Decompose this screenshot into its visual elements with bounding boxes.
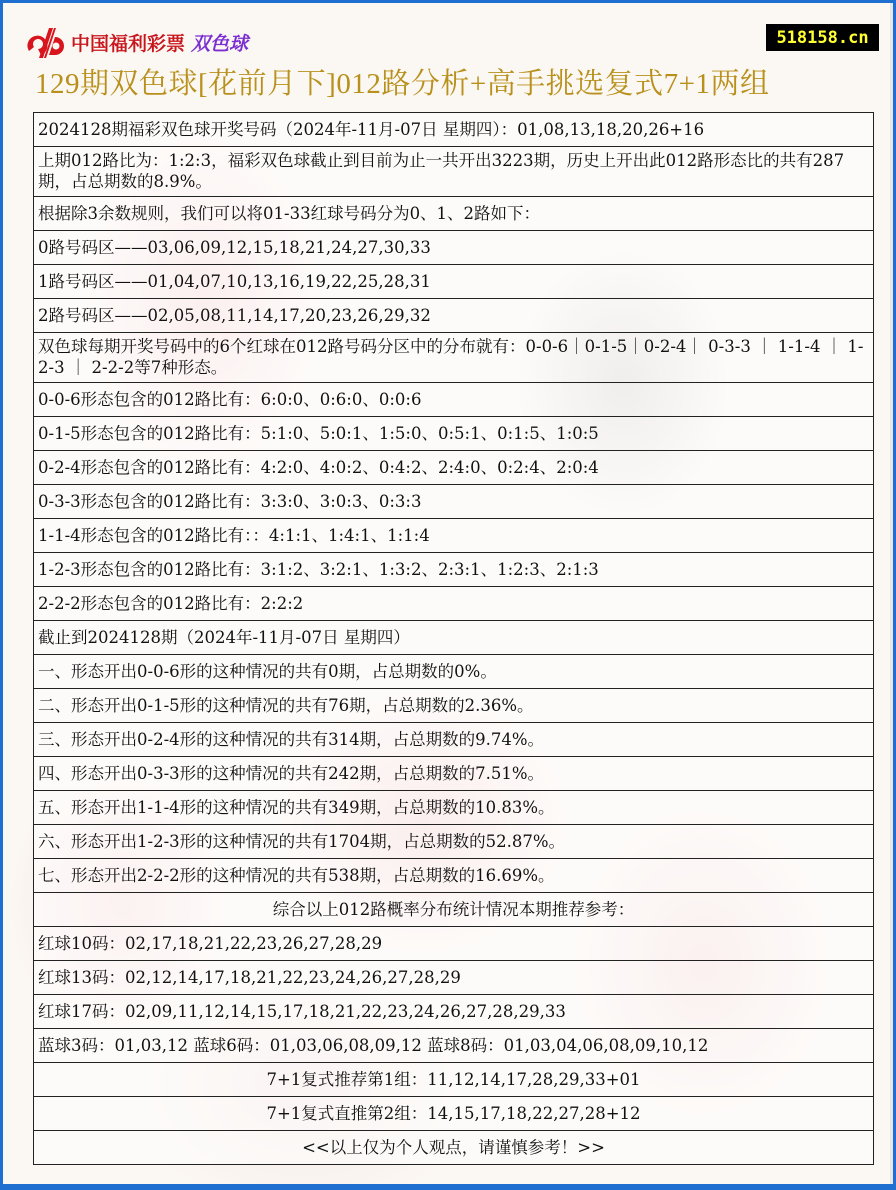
recommend-heading-cell: 综合以上012路概率分布统计情况本期推荐参考： bbox=[34, 893, 874, 927]
zone-0-cell: 0路号码区——03,06,09,12,15,18,21,24,27,30,33 bbox=[34, 231, 874, 265]
pattern-123-cell: 1-2-3形态包含的012路比有：3:1:2、3:2:1、1:3:2、2:3:1、1:2:3、2:1:3 bbox=[34, 553, 874, 587]
table-row bbox=[34, 519, 874, 553]
logo-text-main: 中国福利彩票 bbox=[71, 32, 186, 55]
welfare-lottery-logo-icon bbox=[25, 25, 65, 59]
red-13-cell: 红球13码：02,12,14,17,18,21,22,23,24,26,27,28,29 bbox=[34, 961, 874, 995]
pattern-114-cell: 1-1-4形态包含的012路比有：：4:1:1、1:4:1、1:1:4 bbox=[34, 519, 874, 553]
rule-intro-cell: 根据除3余数规则，我们可以将01-33红球号码分为0、1、2路如下： bbox=[34, 197, 874, 231]
table-row bbox=[34, 791, 874, 825]
stat-006-cell: 一、形态开出0-0-6形的这种情况的共有0期，占总期数的0%。 bbox=[34, 655, 874, 689]
combo-group-2-cell: 7+1复式直推第2组：14,15,17,18,22,27,28+12 bbox=[34, 1097, 874, 1131]
pattern-033-cell: 0-3-3形态包含的012路比有：3:3:0、3:0:3、0:3:3 bbox=[34, 485, 874, 519]
previous-ratio-cell: 上期012路比为：1:2:3，福彩双色球截止到目前为止一共开出3223期，历史上开出此012路形态比的共有287期，占总期数的8.9%。 bbox=[34, 147, 874, 197]
red-17-cell: 红球17码：02,09,11,12,14,15,17,18,21,22,23,24,26,27,28,29,33 bbox=[34, 995, 874, 1029]
table-row bbox=[34, 485, 874, 519]
disclaimer-cell: <<以上仅为个人观点，请谨慎参考！>> bbox=[34, 1131, 874, 1165]
combo-group-1-cell: 7+1复式推荐第1组：11,12,14,17,28,29,33+01 bbox=[34, 1063, 874, 1097]
stat-114-cell: 五、形态开出1-1-4形的这种情况的共有349期，占总期数的10.83%。 bbox=[34, 791, 874, 825]
table-row bbox=[34, 451, 874, 485]
table-row bbox=[34, 655, 874, 689]
lottery-logo bbox=[25, 25, 248, 59]
table-row bbox=[34, 927, 874, 961]
table-row bbox=[34, 757, 874, 791]
table-row bbox=[34, 859, 874, 893]
analysis-table bbox=[33, 112, 874, 1165]
table-row bbox=[34, 299, 874, 333]
red-10-cell: 红球10码：02,17,18,21,22,23,26,27,28,29 bbox=[34, 927, 874, 961]
table-row bbox=[34, 825, 874, 859]
stat-015-cell: 二、形态开出0-1-5形的这种情况的共有76期，占总期数的2.36%。 bbox=[34, 689, 874, 723]
table-row bbox=[34, 197, 874, 231]
table-row bbox=[34, 1131, 874, 1165]
table-row bbox=[34, 113, 874, 147]
stat-222-cell: 七、形态开出2-2-2形的这种情况的共有538期，占总期数的16.69%。 bbox=[34, 859, 874, 893]
stat-123-cell: 六、形态开出1-2-3形的这种情况的共有1704期，占总期数的52.87%。 bbox=[34, 825, 874, 859]
table-row bbox=[34, 1063, 874, 1097]
logo-text-accent: 双色球 bbox=[191, 32, 249, 55]
table-row bbox=[34, 893, 874, 927]
table-row bbox=[34, 553, 874, 587]
table-row bbox=[34, 723, 874, 757]
pattern-024-cell: 0-2-4形态包含的012路比有：4:2:0、4:0:2、0:4:2、2:4:0、0:2:4、2:0:4 bbox=[34, 451, 874, 485]
pattern-222-cell: 2-2-2形态包含的012路比有：2:2:2 bbox=[34, 587, 874, 621]
table-row bbox=[34, 587, 874, 621]
draw-result-cell: 2024128期福彩双色球开奖号码（2024年-11月-07日 星期四）：01,08,13,18,20,26+16 bbox=[34, 113, 874, 147]
pattern-015-cell: 0-1-5形态包含的012路比有：5:1:0、5:0:1、1:5:0、0:5:1、0:1:5、1:0:5 bbox=[34, 417, 874, 451]
table-row bbox=[34, 383, 874, 417]
table-row bbox=[34, 1029, 874, 1063]
cutoff-cell: 截止到2024128期（2024年-11月-07日 星期四） bbox=[34, 621, 874, 655]
stat-033-cell: 四、形态开出0-3-3形的这种情况的共有242期，占总期数的7.51%。 bbox=[34, 757, 874, 791]
zone-2-cell: 2路号码区——02,05,08,11,14,17,20,23,26,29,32 bbox=[34, 299, 874, 333]
site-badge[interactable]: 518158.cn bbox=[766, 24, 879, 51]
table-row bbox=[34, 147, 874, 197]
table-row bbox=[34, 1097, 874, 1131]
table-row bbox=[34, 417, 874, 451]
table-row bbox=[34, 265, 874, 299]
page-title: 129期双色球[花前月下]012路分析+高手挑选复式7+1两组 bbox=[35, 68, 770, 100]
table-row bbox=[34, 231, 874, 265]
pattern-006-cell: 0-0-6形态包含的012路比有：6:0:0、0:6:0、0:0:6 bbox=[34, 383, 874, 417]
blue-picks-cell: 蓝球3码：01,03,12 蓝球6码：01,03,06,08,09,12 蓝球8码：01,03,04,06,08,09,10,12 bbox=[34, 1029, 874, 1063]
stat-024-cell: 三、形态开出0-2-4形的这种情况的共有314期，占总期数的9.74%。 bbox=[34, 723, 874, 757]
table-row bbox=[34, 333, 874, 383]
page-frame bbox=[3, 3, 893, 1184]
table-row bbox=[34, 621, 874, 655]
pattern-intro-cell: 双色球每期开奖号码中的6个红球在012路号码分区中的分布就有：0-0-6｜0-1-5｜0-2-4｜ 0-3-3 ｜ 1-1-4 ｜ 1-2-3 ｜ 2-2-2等7种形态。 bbox=[34, 333, 874, 383]
table-row bbox=[34, 995, 874, 1029]
table-row bbox=[34, 961, 874, 995]
table-row bbox=[34, 689, 874, 723]
zone-1-cell: 1路号码区——01,04,07,10,13,16,19,22,25,28,31 bbox=[34, 265, 874, 299]
